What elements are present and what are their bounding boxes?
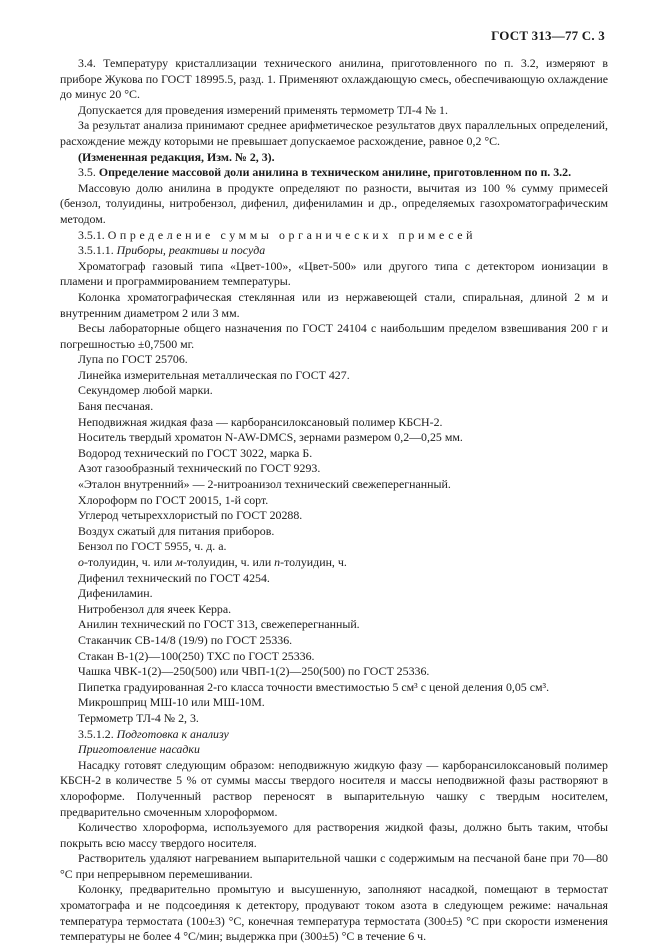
item-benzene: Бензол по ГОСТ 5955, ч. д. а.	[78, 539, 227, 554]
subheading-packing: Приготовление насадки	[78, 742, 200, 757]
section-title: Подготовка к анализу	[116, 726, 229, 741]
section-3-5-1	[60, 228, 608, 244]
item-weighing-bottle: Стаканчик СВ-14/8 (19/9) по ГОСТ 25336.	[78, 632, 293, 647]
item-internal-standard: «Эталон внутренний» — 2-нитроанизол технический свежеперегнанный.	[78, 477, 451, 492]
paragraph-result: За результат анализа принимают среднее арифметическое результатов двух параллельных определений, расхождение между которыми не превышает допускаемое расхождение, равное 0,2 °С.	[60, 118, 608, 148]
paragraph-column-fill: Колонку, предварительно промытую и высушенную, заполняют насадкой, помещают в термостат хроматографа и не подсоединяя к детектору, продувают током азота в следующем режиме: начальная температура термостата (100±3) °С, конечная температура термостата (300±5) °С при скорости изменения температуры не более 4 °С/мин; выдержка при (300±5) °С в течение 6 ч.	[60, 882, 608, 944]
page-content	[60, 56, 608, 945]
item-dish: Чашка ЧВК-1(2)—250(500) или ЧВП-1(2)—250(500) по ГОСТ 25336.	[78, 664, 430, 679]
item-diphenyl: Дифенил технический по ГОСТ 4254.	[78, 570, 270, 585]
section-number: 3.5.	[78, 165, 96, 180]
prefix-o: о	[78, 555, 84, 569]
paragraph-mass-fraction: Массовую долю анилина в продукте определяют по разности, вычитая из 100 % сумму примесей (бензол, толуидины, нитробензол, дифенил, дифениламин и др., определяемых газохроматографическим методом.	[60, 180, 608, 226]
item-scales: Весы лабораторные общего назначения по ГОСТ 24104 с наибольшим пределом взвешивания 200 г и погрешностью ±0,7500 мг.	[60, 321, 608, 351]
item-chromatograph: Хроматограф газовый типа «Цвет-100», «Цвет-500» или другого типа с детектором ионизации в пламени и программированием температуры.	[60, 258, 608, 289]
item-carrier: Носитель твердый хроматон N-AW-DMCS, зернами размером 0,2—0,25 мм.	[78, 430, 463, 445]
paragraph-thermometer: Допускается для проведения измерений применять термометр ТЛ-4 № 1.	[78, 102, 448, 117]
item-toluidines	[60, 555, 608, 571]
amendment-note: (Измененная редакция, Изм. № 2, 3).	[78, 149, 275, 164]
item-column: Колонка хроматографическая стеклянная или из нержавеющей стали, спиральная, длиной 2 м и внутренним диаметром 2 или 3 мм.	[60, 289, 608, 320]
section-3-5	[60, 165, 608, 181]
page-header: ГОСТ 313—77 С. 3	[491, 28, 605, 43]
paragraph-3-4: 3.4. Температуру кристаллизации технического анилина, приготовленного по п. 3.2, измеряют в приборе Жукова по ГОСТ 18995.5, разд. 1. Применяют охлаждающую смесь, обеспечивающую охлаждение до минус 20 °С.	[60, 56, 608, 102]
item-stopwatch: Секундомер любой марки.	[78, 383, 213, 398]
item-pipette: Пипетка градуированная 2-го класса точности вместимостью 5 см³ с ценой деления 0,05 см³.	[78, 679, 550, 694]
item-liquid-phase: Неподвижная жидкая фаза — карборансилоксановый полимер КБСН-2.	[78, 414, 443, 429]
item-ruler: Линейка измерительная металлическая по ГОСТ 427.	[78, 367, 350, 382]
item-aniline: Анилин технический по ГОСТ 313, свежеперегнанный.	[78, 617, 360, 632]
section-title: Приборы, реактивы и посуда	[116, 243, 266, 258]
prefix-p: n	[274, 555, 281, 569]
section-3-5-1-1	[60, 243, 608, 259]
prefix-m: м	[175, 555, 183, 569]
paragraph-packing-prep: Насадку готовят следующим образом: неподвижную жидкую фазу — карборансилоксановый полимер КБСН-2 в количестве 5 % от суммы массы твердого носителя и массы неподвижной фазы растворяют в хлороформе. Полученный раствор переносят в выпарительную чашку с твердым носителем, предварительно смоченным хлороформом.	[60, 757, 608, 819]
section-number: 3.5.1.	[78, 227, 105, 242]
item-thermometer: Термометр ТЛ-4 № 2, 3.	[78, 710, 199, 725]
item-sand-bath: Баня песчаная.	[78, 399, 154, 414]
item-carbon-tetrachloride: Углерод четыреххлористый по ГОСТ 20288.	[78, 508, 303, 523]
item-nitrobenzene: Нитробензол для ячеек Керра.	[78, 601, 232, 616]
text-part: -толуидин, ч. или	[83, 555, 176, 569]
item-microsyringe: Микрошприц МШ-10 или МШ-10М.	[78, 695, 265, 710]
section-3-5-1-2	[60, 727, 608, 743]
paragraph-solvent-removal: Растворитель удаляют нагреванием выпарительной чашки с содержимым на песчаной бане при 70—80 °С при непрерывном перемешивании.	[60, 851, 608, 881]
section-number: 3.5.1.2.	[78, 726, 114, 741]
paragraph-chloroform-amount: Количество хлороформа, используемого для растворения жидкой фазы, должно быть таким, чтобы покрыть всю массу твердого носителя.	[60, 820, 608, 850]
item-hydrogen: Водород технический по ГОСТ 3022, марка Б.	[78, 445, 313, 460]
section-number: 3.5.1.1.	[78, 243, 114, 258]
item-nitrogen: Азот газообразный технический по ГОСТ 9293.	[78, 461, 321, 476]
section-title: Определение массовой доли анилина в техническом анилине, приготовленном по п. 3.2.	[98, 165, 572, 180]
text-part: -толуидин, ч. или	[182, 555, 275, 569]
section-title: Определение суммы органических примесей	[107, 227, 477, 242]
item-chloroform: Хлороформ по ГОСТ 20015, 1-й сорт.	[78, 492, 269, 507]
item-beaker: Стакан В-1(2)—100(250) ТХС по ГОСТ 25336.	[78, 648, 315, 663]
item-diphenylamine: Дифениламин.	[78, 586, 153, 601]
text-part: -толуидин, ч.	[280, 555, 347, 569]
item-magnifier: Лупа по ГОСТ 25706.	[78, 352, 188, 367]
item-compressed-air: Воздух сжатый для питания приборов.	[78, 523, 275, 538]
